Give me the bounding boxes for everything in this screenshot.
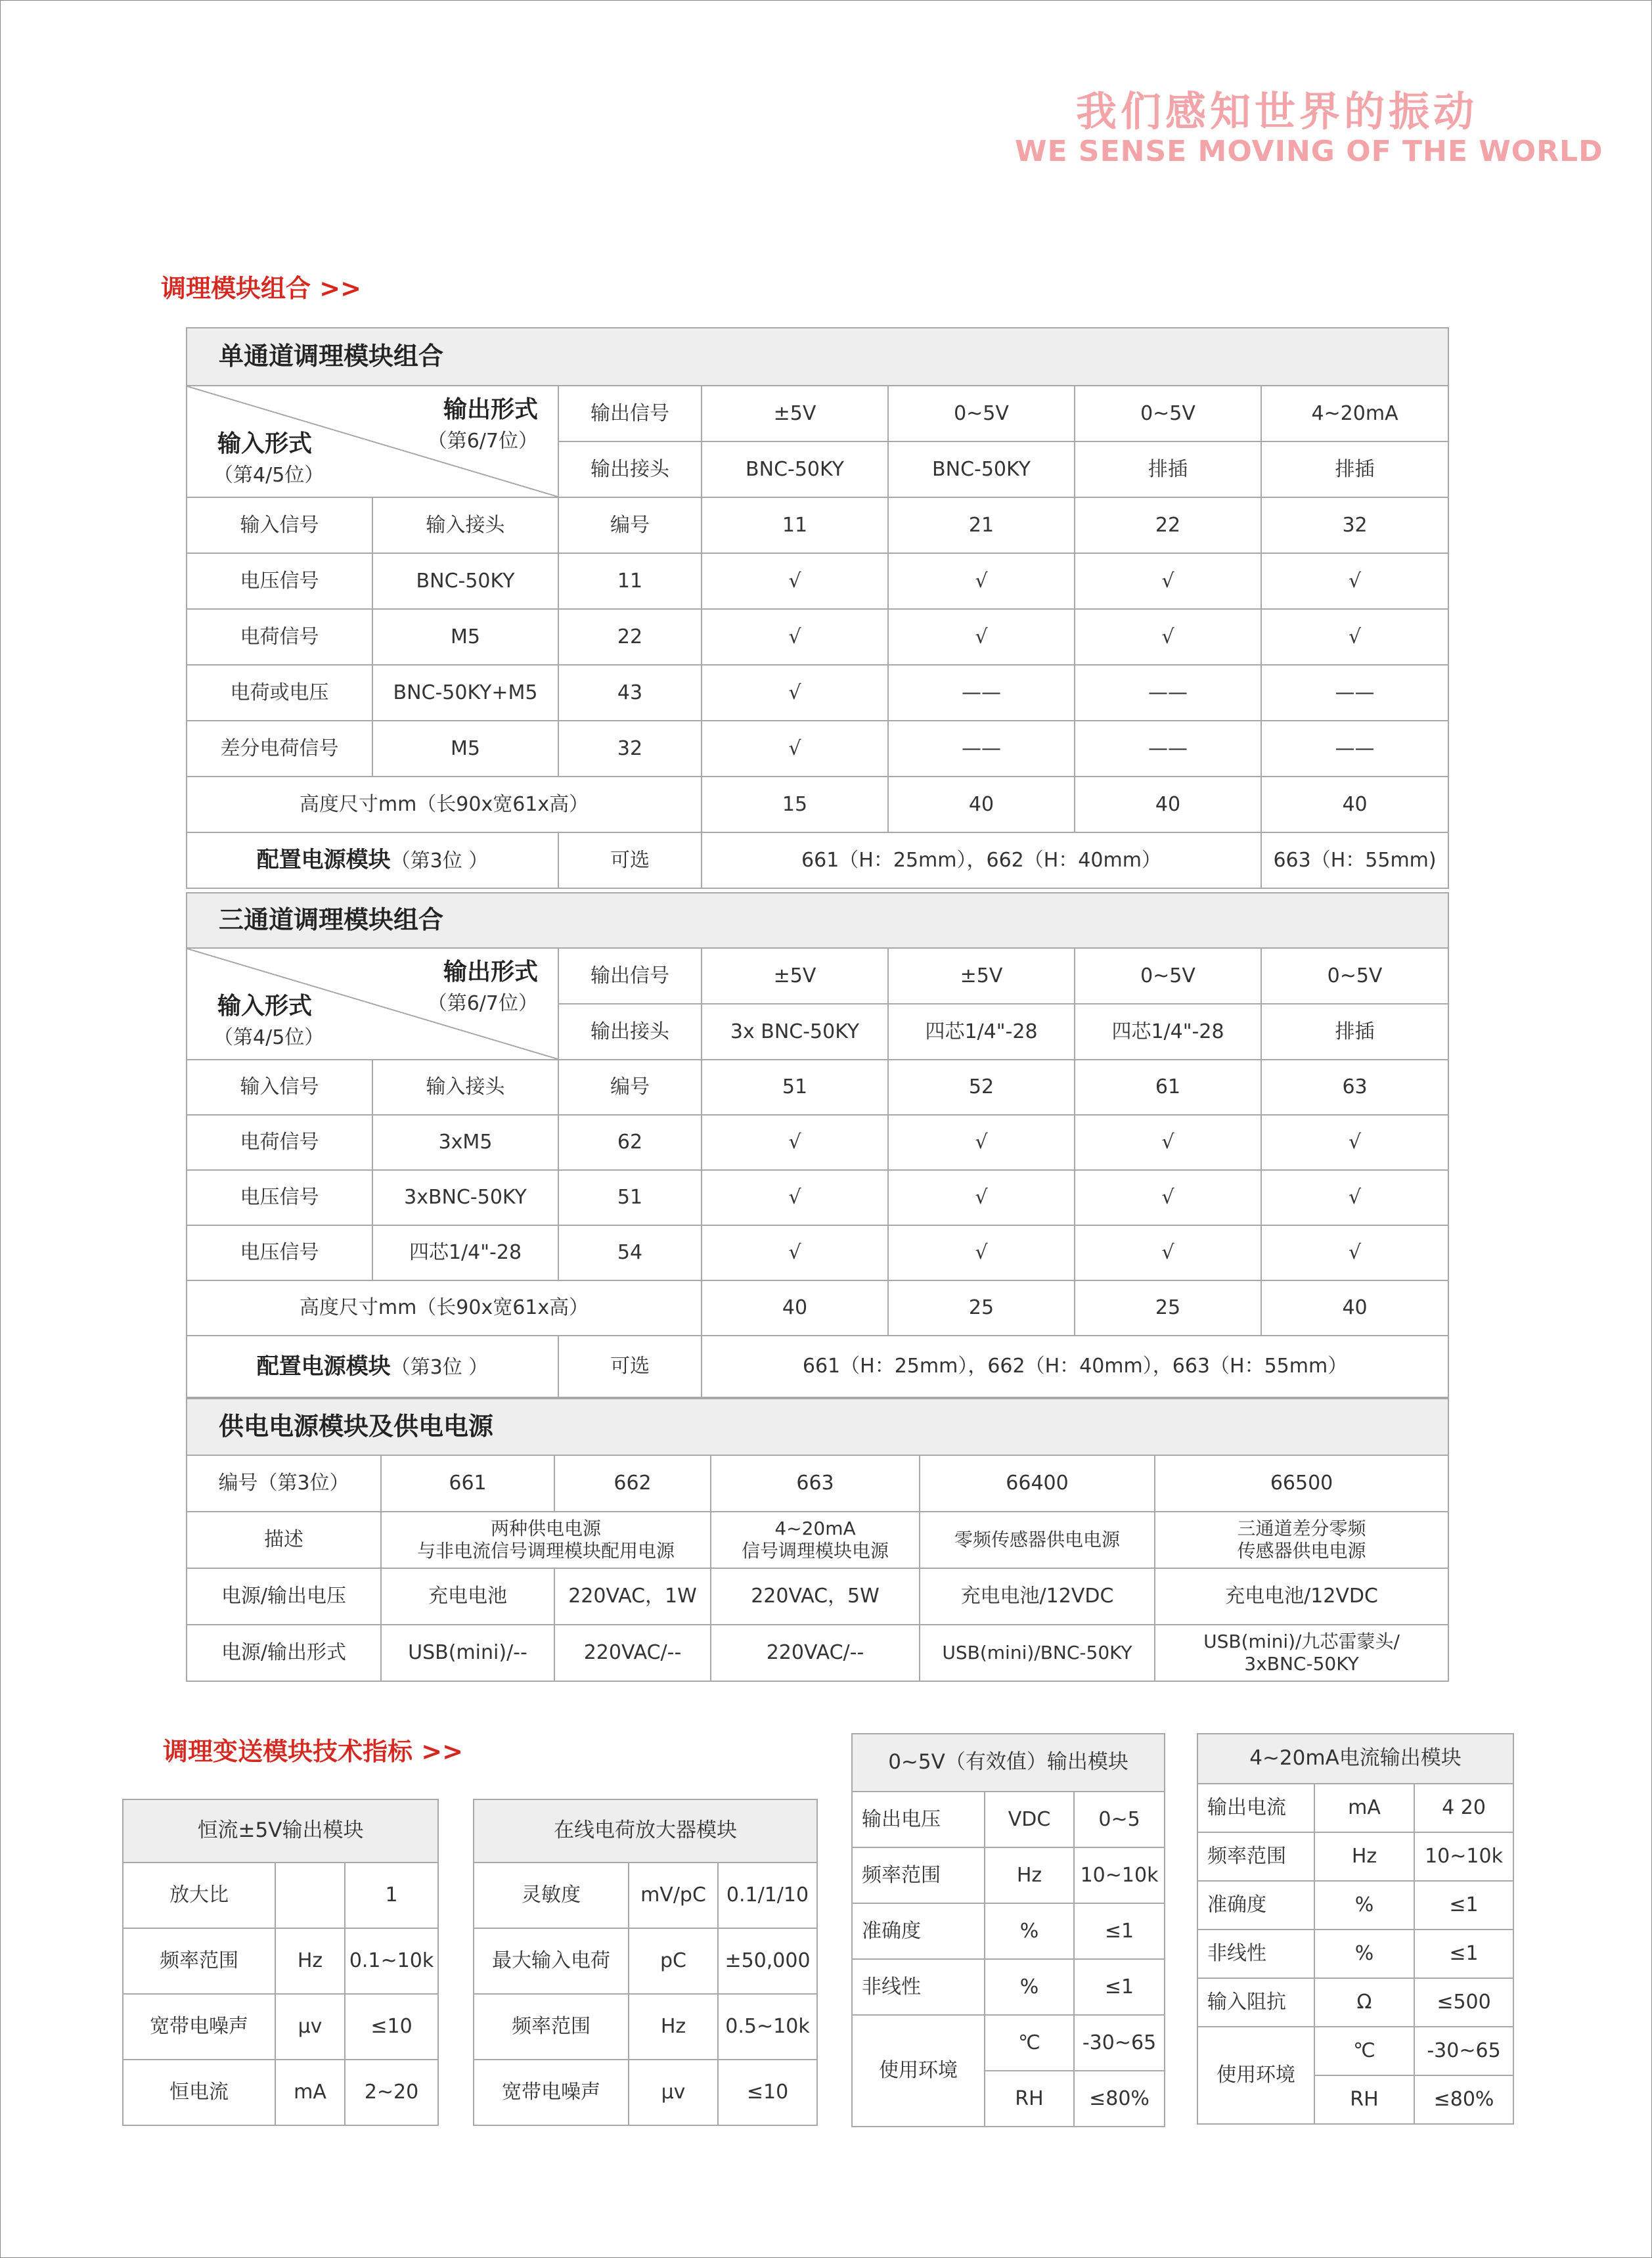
spec-value: 10~10k [1074, 1847, 1165, 1903]
input-signal-cell: 电荷信号 [187, 1115, 372, 1170]
spec-unit: pC [629, 1928, 718, 1994]
input-connector-cell: BNC-50KY+M5 [372, 665, 558, 721]
compat-cell: √ [888, 1170, 1075, 1225]
spec-value: ±50,000 [718, 1928, 817, 1994]
supply-desc-cell [381, 1512, 711, 1568]
spec-title: 4~20mA电流输出模块 [1197, 1734, 1513, 1784]
spec-value: 4 20 [1414, 1784, 1513, 1832]
compat-cell: —— [888, 665, 1075, 721]
power-module-label-sub: （第3位 ） [390, 849, 489, 873]
output-code-cell: 51 [702, 1060, 888, 1115]
code-cell: 11 [558, 553, 702, 609]
diagonal-header [187, 948, 558, 1060]
table-row [187, 1225, 1448, 1280]
compat-cell: √ [1261, 1115, 1448, 1170]
spec-table-current-output [1197, 1733, 1514, 2125]
output-signal-cell: 0~5V [1261, 948, 1448, 1004]
input-connector-cell: BNC-50KY [372, 553, 558, 609]
spec-name: 频率范围 [852, 1847, 985, 1903]
spec-table-constant-current [122, 1799, 439, 2126]
compat-cell: √ [1075, 553, 1261, 609]
compat-cell: √ [1075, 609, 1261, 665]
compat-cell: √ [702, 1225, 888, 1280]
output-code-cell: 52 [888, 1060, 1075, 1115]
compat-cell: √ [1261, 1225, 1448, 1280]
supply-title: 供电电源模块及供电电源 [187, 1399, 1448, 1455]
spec-value: 0.5~10k [718, 1994, 817, 2060]
input-connector-cell: 四芯1/4"-28 [372, 1225, 558, 1280]
table-row [187, 665, 1448, 721]
compat-cell: √ [1261, 1170, 1448, 1225]
spec-unit: % [985, 1959, 1074, 2015]
supply-volt-cell: 充电电池 [381, 1568, 554, 1625]
output-connector-cell: 四芯1/4"-28 [1075, 1004, 1261, 1060]
spec-env-label: 使用环境 [852, 2015, 985, 2127]
supply-desc-cell [1155, 1512, 1448, 1568]
compat-cell: √ [888, 553, 1075, 609]
input-signal-cell: 电荷信号 [187, 609, 372, 665]
output-signal-cell: ±5V [888, 948, 1075, 1004]
power-module-label [187, 832, 558, 888]
table-row [187, 721, 1448, 777]
input-connector-cell: M5 [372, 609, 558, 665]
power-module-label [187, 1336, 558, 1397]
spec-name: 放大比 [123, 1863, 275, 1928]
spec-value: 0.1~10k [345, 1928, 438, 1994]
spec-name: 非线性 [852, 1959, 985, 2015]
spec-title: 在线电荷放大器模块 [474, 1799, 817, 1863]
supply-desc-cell [711, 1512, 920, 1568]
compat-cell: —— [1075, 721, 1261, 777]
supply-volt-cell: 充电电池/12VDC [920, 1568, 1155, 1625]
spec-name: 宽带电噪声 [474, 2060, 629, 2125]
spec-name: 准确度 [852, 1903, 985, 1959]
output-form-label: 输出形式 [443, 959, 538, 985]
spec-value: ≤1 [1414, 1881, 1513, 1930]
input-form-sub: （第4/5位） [213, 464, 324, 487]
power-option-a: 661（H：25mm），662（H：40mm） [702, 832, 1261, 888]
slogan-english: WE SENSE MOVING OF THE WORLD [1015, 135, 1603, 168]
table-row [187, 609, 1448, 665]
spec-unit: Hz [1314, 1832, 1414, 1881]
spec-table-charge-amplifier [473, 1799, 818, 2126]
compat-cell: —— [1261, 721, 1448, 777]
single-channel-table [186, 327, 1449, 889]
code-header: 编号 [558, 497, 702, 553]
supply-code-cell: 662 [554, 1455, 711, 1512]
spec-unit: Hz [629, 1994, 718, 2060]
power-option-b: 663（H：55mm) [1261, 832, 1448, 888]
output-connector-cell: 3x BNC-50KY [702, 1004, 888, 1060]
output-signal-cell: 0~5V [1075, 386, 1261, 441]
triple-channel-table [186, 892, 1449, 1398]
spec-name: 输入阻抗 [1197, 1978, 1314, 2027]
input-connector-cell: 3xBNC-50KY [372, 1170, 558, 1225]
output-code-cell: 11 [702, 497, 888, 553]
height-cell: 25 [1075, 1280, 1261, 1336]
output-signal-label: 输出信号 [558, 948, 702, 1004]
spec-value: ≤80% [1074, 2071, 1165, 2127]
spec-value: ≤10 [345, 1994, 438, 2060]
spec-unit: mV/pC [629, 1863, 718, 1928]
spec-value: -30~65 [1414, 2027, 1513, 2075]
spec-unit: Hz [985, 1847, 1074, 1903]
supply-code-cell: 661 [381, 1455, 554, 1512]
supply-form-line: 3xBNC-50KY [1244, 1653, 1359, 1675]
spec-value: ≤80% [1414, 2075, 1513, 2124]
code-cell: 32 [558, 721, 702, 777]
compat-cell: —— [888, 721, 1075, 777]
supply-volt-label: 电源/输出电压 [187, 1568, 381, 1625]
spec-unit: ℃ [1314, 2027, 1414, 2075]
output-code-cell: 61 [1075, 1060, 1261, 1115]
supply-desc-line: 信号调理模块电源 [741, 1540, 889, 1562]
input-signal-cell: 电压信号 [187, 553, 372, 609]
input-form-label: 输入形式 [217, 993, 313, 1020]
input-signal-cell: 电压信号 [187, 1170, 372, 1225]
compat-cell: √ [888, 609, 1075, 665]
power-option: 可选 [558, 1336, 702, 1397]
spec-value: ≤1 [1074, 1959, 1165, 2015]
supply-code-label: 编号（第3位） [187, 1455, 381, 1512]
code-cell: 43 [558, 665, 702, 721]
power-module-label-sub: （第3位 ） [390, 1355, 489, 1379]
power-option: 可选 [558, 832, 702, 888]
input-connector-cell: M5 [372, 721, 558, 777]
spec-unit: % [1314, 1930, 1414, 1978]
spec-value: ≤10 [718, 2060, 817, 2125]
spec-name: 恒电流 [123, 2060, 275, 2125]
section-title-spec: 调理变送模块技术指标 >> [163, 1737, 463, 1766]
supply-desc-cell: 零频传感器供电电源 [920, 1512, 1155, 1568]
compat-cell: √ [702, 609, 888, 665]
compat-cell: √ [702, 1115, 888, 1170]
input-form-sub: （第4/5位） [213, 1026, 324, 1049]
spec-value: ≤1 [1414, 1930, 1513, 1978]
output-signal-cell: 0~5V [888, 386, 1075, 441]
spec-name: 非线性 [1197, 1930, 1314, 1978]
table-row [187, 553, 1448, 609]
height-cell: 15 [702, 777, 888, 832]
spec-title: 0~5V（有效值）输出模块 [852, 1734, 1165, 1792]
height-cell: 40 [702, 1280, 888, 1336]
spec-name: 输出电流 [1197, 1784, 1314, 1832]
height-cell: 25 [888, 1280, 1075, 1336]
spec-name: 宽带电噪声 [123, 1994, 275, 2060]
input-form-label: 输入形式 [217, 430, 313, 457]
spec-name: 准确度 [1197, 1881, 1314, 1930]
power-option-all: 661（H：25mm），662（H：40mm），663（H：55mm） [702, 1336, 1448, 1397]
compat-cell: √ [888, 1225, 1075, 1280]
spec-value: ≤500 [1414, 1978, 1513, 2027]
spec-value: -30~65 [1074, 2015, 1165, 2071]
height-label: 高度尺寸mm（长90x宽61x高） [187, 777, 702, 832]
output-connector-label: 输出接头 [558, 1004, 702, 1060]
input-signal-cell: 电荷或电压 [187, 665, 372, 721]
spec-unit: μv [275, 1994, 345, 2060]
spec-unit [275, 1863, 345, 1928]
output-signal-cell: ±5V [702, 386, 888, 441]
compat-cell: √ [702, 721, 888, 777]
compat-cell: √ [1261, 609, 1448, 665]
power-module-label-main: 配置电源模块 [256, 1353, 391, 1380]
slogan-chinese: 我们感知世界的振动 [1076, 87, 1479, 135]
spec-value: ≤1 [1074, 1903, 1165, 1959]
spec-unit: % [985, 1903, 1074, 1959]
code-header: 编号 [558, 1060, 702, 1115]
supply-desc-line: 4~20mA [774, 1518, 856, 1540]
output-connector-label: 输出接头 [558, 441, 702, 497]
code-cell: 54 [558, 1225, 702, 1280]
compat-cell: √ [1261, 553, 1448, 609]
compat-cell: √ [888, 1115, 1075, 1170]
compat-cell: √ [702, 1170, 888, 1225]
supply-form-line: USB(mini)/九芯雷蒙头/ [1203, 1631, 1400, 1653]
supply-desc-line: 两种供电电源 [490, 1518, 601, 1540]
output-code-cell: 21 [888, 497, 1075, 553]
height-cell: 40 [1075, 777, 1261, 832]
input-connector-header: 输入接头 [372, 1060, 558, 1115]
output-connector-cell: 排插 [1261, 1004, 1448, 1060]
compat-cell: —— [1075, 665, 1261, 721]
code-cell: 62 [558, 1115, 702, 1170]
spec-value: 1 [345, 1863, 438, 1928]
supply-desc-label: 描述 [187, 1512, 381, 1568]
spec-name: 频率范围 [474, 1994, 629, 2060]
spec-unit: ℃ [985, 2015, 1074, 2071]
output-code-cell: 22 [1075, 497, 1261, 553]
spec-unit: Ω [1314, 1978, 1414, 2027]
output-form-label: 输出形式 [443, 396, 538, 423]
output-code-cell: 32 [1261, 497, 1448, 553]
output-signal-cell: ±5V [702, 948, 888, 1004]
spec-unit: mA [275, 2060, 345, 2125]
compat-cell: √ [1075, 1115, 1261, 1170]
supply-form-cell [1155, 1625, 1448, 1681]
triple-channel-title: 三通道调理模块组合 [187, 893, 1448, 948]
supply-code-cell: 66400 [920, 1455, 1155, 1512]
supply-volt-cell: 220VAC，1W [554, 1568, 711, 1625]
input-signal-header: 输入信号 [187, 497, 372, 553]
spec-unit: μv [629, 2060, 718, 2125]
input-signal-cell: 差分电荷信号 [187, 721, 372, 777]
spec-value: 0.1/1/10 [718, 1863, 817, 1928]
table-row [187, 1170, 1448, 1225]
supply-form-cell: USB(mini)/-- [381, 1625, 554, 1681]
supply-volt-cell: 220VAC，5W [711, 1568, 920, 1625]
power-module-label-main: 配置电源模块 [256, 847, 391, 874]
compat-cell: √ [1075, 1225, 1261, 1280]
supply-desc-line: 与非电流信号调理模块配用电源 [416, 1540, 675, 1562]
spec-name: 最大输入电荷 [474, 1928, 629, 1994]
height-label: 高度尺寸mm（长90x宽61x高） [187, 1280, 702, 1336]
spec-unit: RH [985, 2071, 1074, 2127]
single-channel-title: 单通道调理模块组合 [187, 328, 1448, 386]
compat-cell: —— [1261, 665, 1448, 721]
spec-name: 灵敏度 [474, 1863, 629, 1928]
output-form-sub: （第6/7位） [427, 430, 538, 453]
supply-form-cell: 220VAC/-- [711, 1625, 920, 1681]
spec-unit: % [1314, 1881, 1414, 1930]
supply-desc-line: 三通道差分零频 [1237, 1518, 1366, 1540]
supply-form-cell: 220VAC/-- [554, 1625, 711, 1681]
spec-unit: mA [1314, 1784, 1414, 1832]
input-signal-cell: 电压信号 [187, 1225, 372, 1280]
table-row [187, 1115, 1448, 1170]
spec-name: 输出电压 [852, 1792, 985, 1847]
output-connector-cell: BNC-50KY [888, 441, 1075, 497]
spec-env-label: 使用环境 [1197, 2027, 1314, 2124]
output-connector-cell: 四芯1/4"-28 [888, 1004, 1075, 1060]
output-signal-label: 输出信号 [558, 386, 702, 441]
output-form-sub: （第6/7位） [427, 992, 538, 1015]
section-title-combo: 调理模块组合 >> [161, 274, 361, 303]
spec-unit: VDC [985, 1792, 1074, 1847]
output-connector-cell: BNC-50KY [702, 441, 888, 497]
spec-value: 0~5 [1074, 1792, 1165, 1847]
diagonal-header [187, 386, 558, 497]
spec-value: 2~20 [345, 2060, 438, 2125]
spec-name: 频率范围 [1197, 1832, 1314, 1881]
supply-form-label: 电源/输出形式 [187, 1625, 381, 1681]
supply-desc-line: 传感器供电电源 [1237, 1540, 1366, 1562]
height-cell: 40 [1261, 1280, 1448, 1336]
supply-code-cell: 663 [711, 1455, 920, 1512]
compat-cell: √ [702, 665, 888, 721]
output-connector-cell: 排插 [1075, 441, 1261, 497]
spec-table-rms-output [851, 1733, 1165, 2127]
code-cell: 22 [558, 609, 702, 665]
spec-name: 频率范围 [123, 1928, 275, 1994]
input-connector-cell: 3xM5 [372, 1115, 558, 1170]
spec-value: 10~10k [1414, 1832, 1513, 1881]
supply-table [186, 1398, 1449, 1682]
spec-title: 恒流±5V输出模块 [123, 1799, 438, 1863]
supply-form-cell: USB(mini)/BNC-50KY [920, 1625, 1155, 1681]
compat-cell: √ [1075, 1170, 1261, 1225]
input-connector-header: 输入接头 [372, 497, 558, 553]
height-cell: 40 [888, 777, 1075, 832]
spec-unit: RH [1314, 2075, 1414, 2124]
supply-code-cell: 66500 [1155, 1455, 1448, 1512]
input-signal-header: 输入信号 [187, 1060, 372, 1115]
output-code-cell: 63 [1261, 1060, 1448, 1115]
output-signal-cell: 4~20mA [1261, 386, 1448, 441]
code-cell: 51 [558, 1170, 702, 1225]
spec-unit: Hz [275, 1928, 345, 1994]
output-connector-cell: 排插 [1261, 441, 1448, 497]
supply-volt-cell: 充电电池/12VDC [1155, 1568, 1448, 1625]
height-cell: 40 [1261, 777, 1448, 832]
output-signal-cell: 0~5V [1075, 948, 1261, 1004]
compat-cell: √ [702, 553, 888, 609]
